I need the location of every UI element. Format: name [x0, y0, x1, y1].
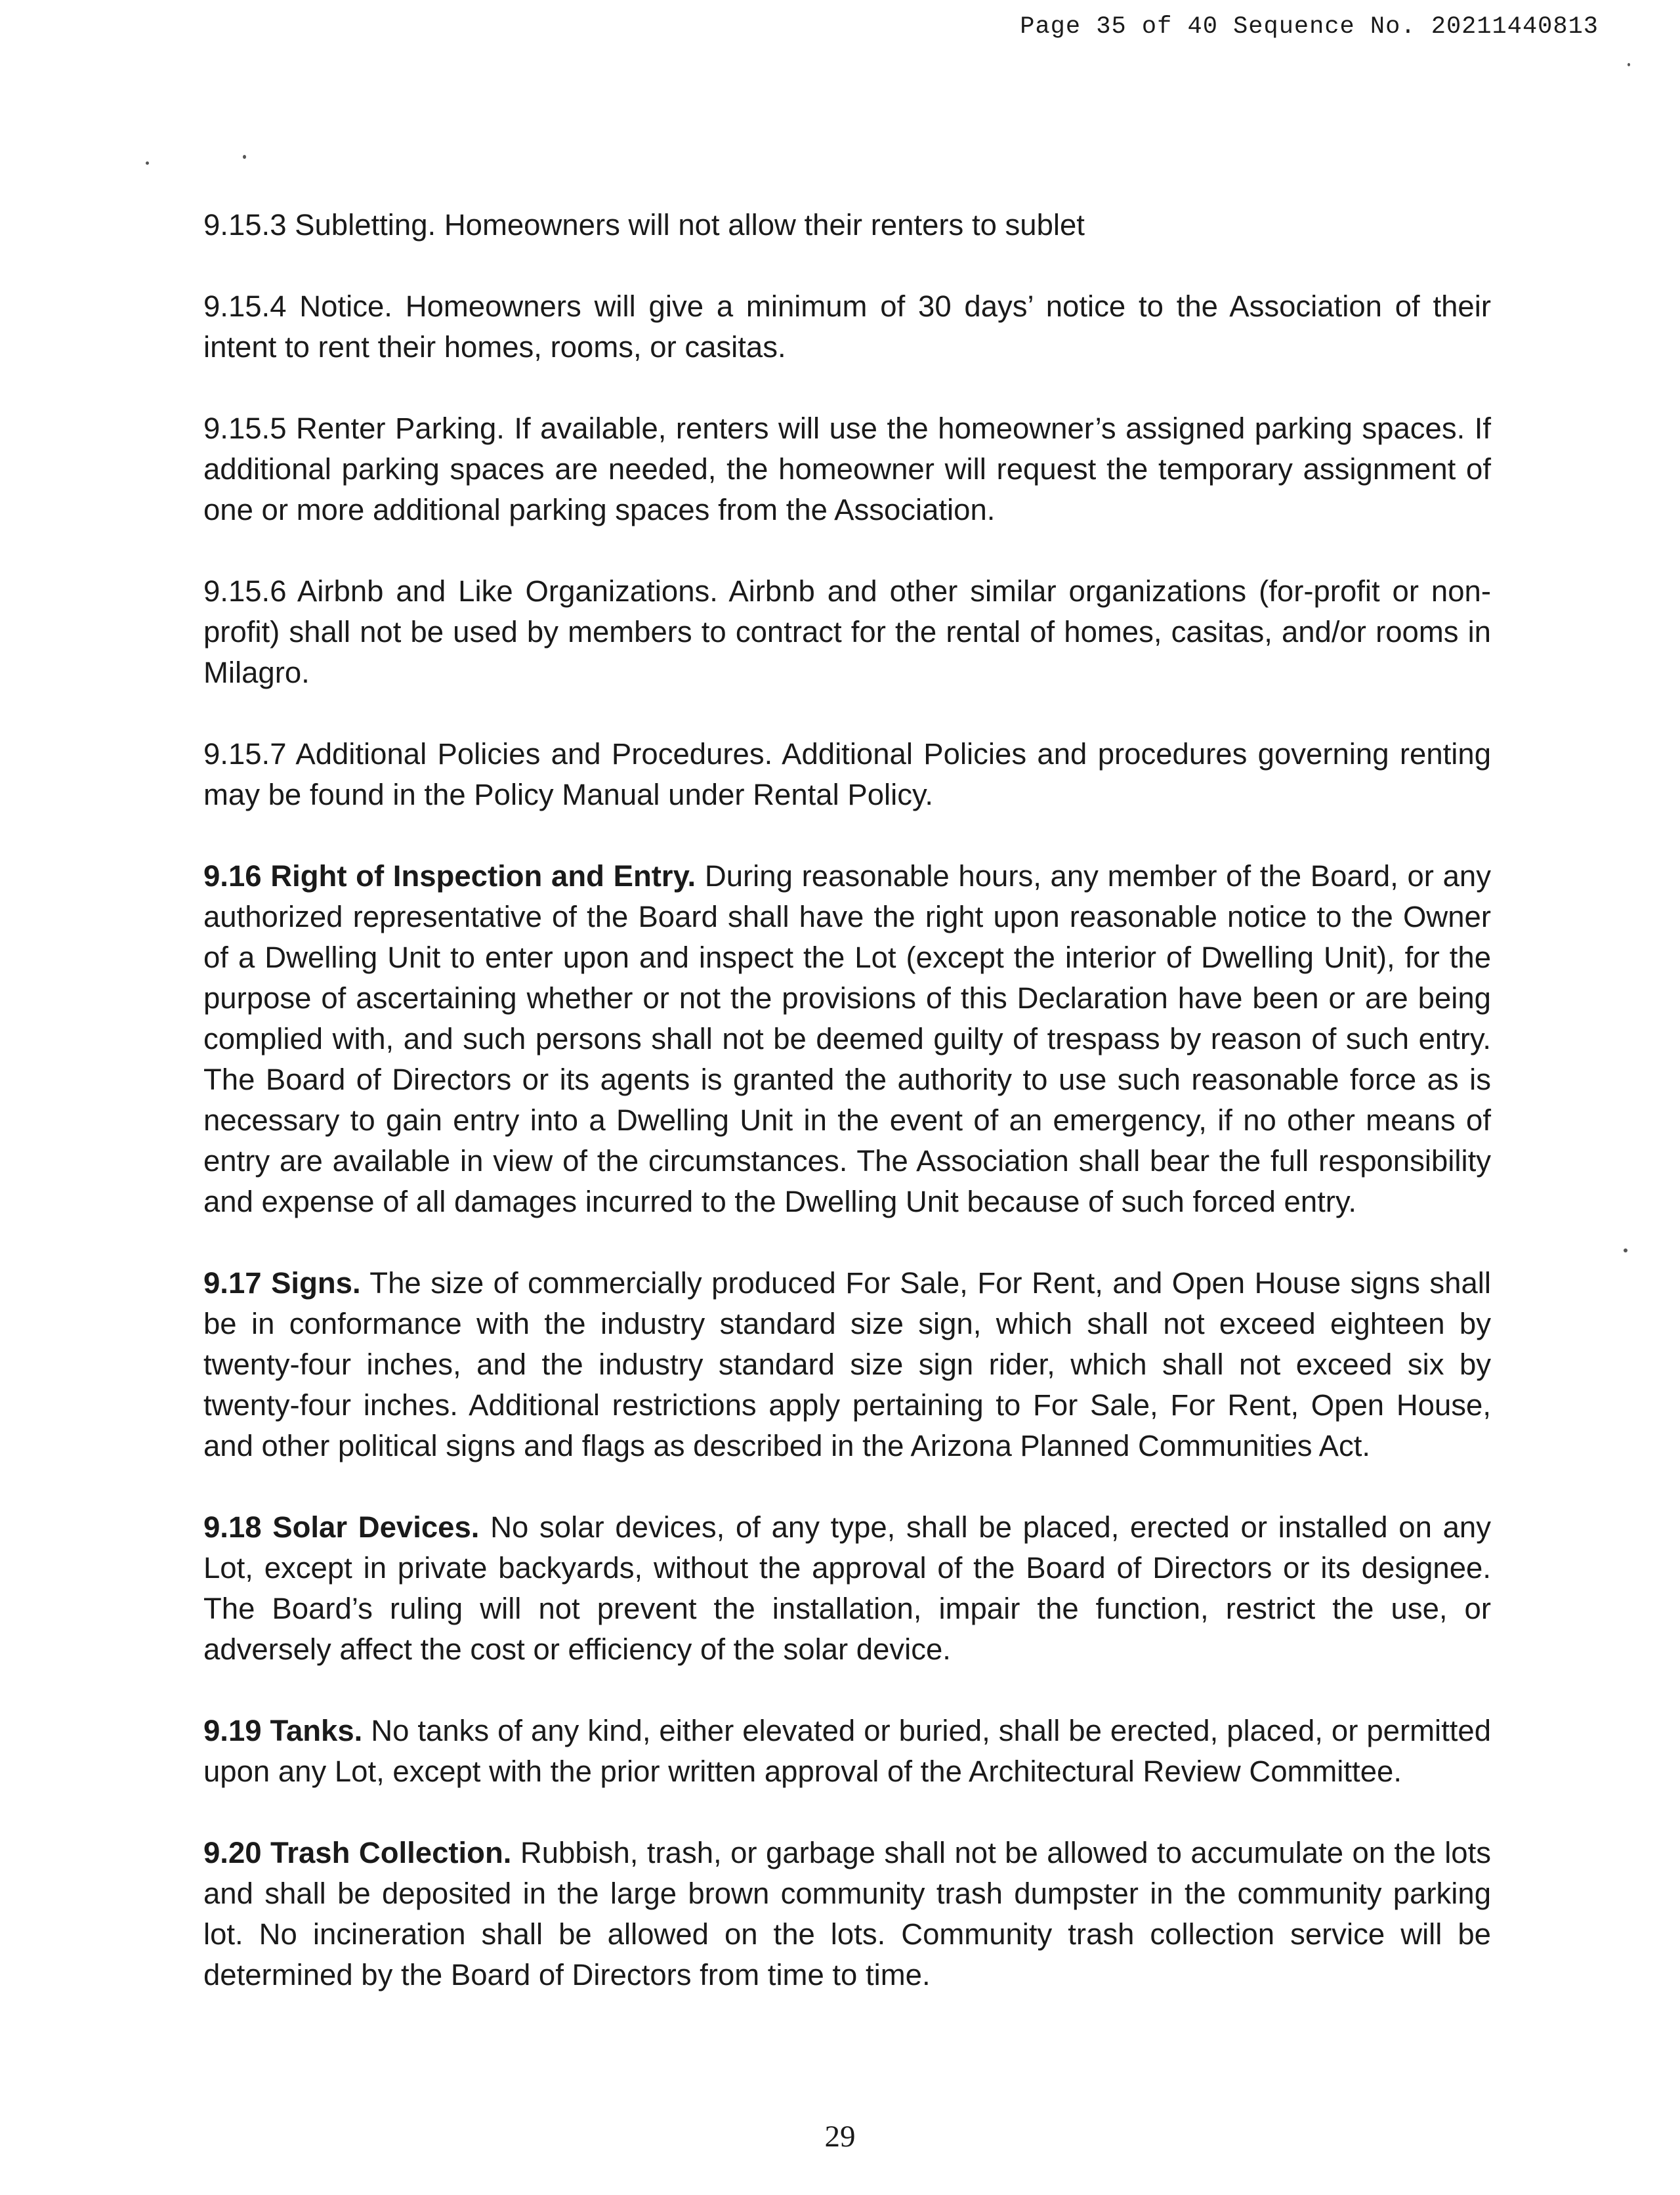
section-9-20: [203, 1833, 1491, 1995]
section-text: The size of commercially produced For Sale, For Rent, and Open House signs shall be in conformance with the industry standard size sign, which shall not exceed eighteen by twenty-four inches, and the industry standard size sign rider, which shall not exceed six by twenty-four inches. Additional restrictions apply pertaining to For Sale, For Rent, Open House, and other political signs and flags as described in the Arizona Planned Communities Act.: [203, 1266, 1491, 1462]
section-heading: 9.15.3 Subletting.: [203, 208, 436, 242]
section-9-16: [203, 856, 1491, 1222]
section-text: No tanks of any kind, either elevated or buried, shall be erected, placed, or permitted upon any Lot, except with the prior written approval of the Architectural Review Committee.: [203, 1714, 1491, 1788]
section-9-18: [203, 1507, 1491, 1670]
section-9-15-4: [203, 286, 1491, 368]
document-body: [203, 205, 1491, 2036]
section-9-17: [203, 1263, 1491, 1466]
section-9-19: [203, 1711, 1491, 1792]
section-9-15-6: [203, 571, 1491, 693]
section-heading: 9.15.4 Notice.: [203, 289, 392, 323]
section-heading: 9.15.6 Airbnb and Like Organizations.: [203, 574, 718, 608]
section-heading: 9.17 Signs.: [203, 1266, 361, 1300]
section-heading: 9.15.7 Additional Policies and Procedures.: [203, 737, 773, 771]
section-text: No solar devices, of any type, shall be placed, erected or installed on any Lot, except in private backyards, without the approval of the Board of Directors or its designee. The Board’s ruling will not prevent the installation, impair the function, restrict the use, or adversely affect the cost or efficiency of the solar device.: [203, 1510, 1491, 1666]
section-text: Additional Policies and procedures governing renting may be found in the Policy Manual under Rental Policy.: [203, 737, 1491, 811]
section-text: If available, renters will use the homeowner’s assigned parking spaces. If additional parking spaces are needed, the homeowner will request the temporary assignment of one or more additional parking spaces from the Association.: [203, 412, 1491, 526]
section-heading: 9.16 Right of Inspection and Entry.: [203, 859, 696, 893]
section-heading: 9.15.5 Renter Parking.: [203, 412, 505, 445]
section-9-15-7: [203, 734, 1491, 815]
section-heading: 9.19 Tanks.: [203, 1714, 363, 1747]
page-header: Page 35 of 40 Sequence No. 20211440813: [1020, 13, 1599, 41]
page-number: 29: [824, 2120, 856, 2154]
scan-speck: [243, 155, 246, 159]
scan-speck: [146, 161, 149, 165]
section-heading: 9.18 Solar Devices.: [203, 1510, 480, 1544]
section-text: Airbnb and other similar organizations (for-profit or non-profit) shall not be used by members to contract for the rental of homes, casitas, and/or rooms in Milagro.: [203, 574, 1491, 689]
section-9-15-3: [203, 205, 1491, 245]
scan-speck: [1624, 1248, 1628, 1252]
section-9-15-5: [203, 408, 1491, 530]
scan-speck: [1628, 63, 1630, 66]
section-text: Homeowners will give a minimum of 30 days’ notice to the Association of their intent to rent their homes, rooms, or casitas.: [203, 289, 1491, 364]
section-text: Rubbish, trash, or garbage shall not be allowed to accumulate on the lots and shall be deposited in the large brown community trash dumpster in the community parking lot. No incineration shall be allowed on the lots. Community trash collection service will be determined by the Board of Directors from time to time.: [203, 1836, 1492, 1992]
section-heading: 9.20 Trash Collection.: [203, 1836, 512, 1869]
section-text: During reasonable hours, any member of the Board, or any authorized representative of the Board shall have the right upon reasonable notice to the Owner of a Dwelling Unit to enter upon and inspect the Lot (except the interior of Dwelling Unit), for the purpose of ascertaining whether or not the provisions of this Declaration have been or are being complied with, and such persons shall not be deemed guilty of trespass by reason of such entry. The Board of Directors or its agents is granted the authority to use such reasonable force as is necessary to gain entry into a Dwelling Unit in the event of an emergency, if no other means of entry are available in view of the circumstances. The Association shall bear the full responsibility and expense of all damages incurred to the Dwelling Unit because of such forced entry.: [203, 859, 1491, 1218]
section-text: Homeowners will not allow their renters to sublet: [436, 208, 1085, 242]
